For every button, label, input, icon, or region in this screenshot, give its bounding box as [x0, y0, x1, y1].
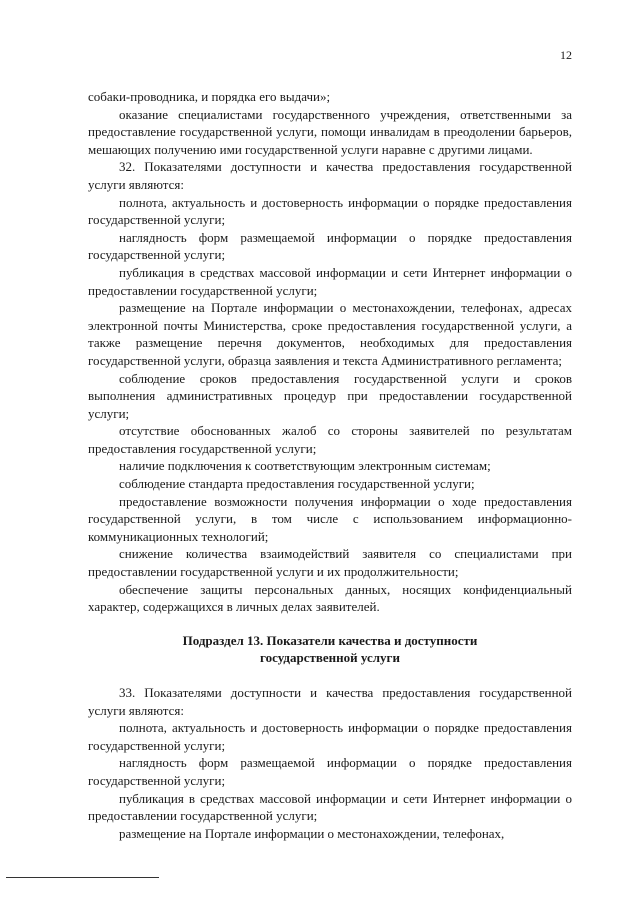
paragraph: предоставление возможности получения информации о ходе предоставления государственной услуги, в том числе с использованием информационно-коммуникационных технологий;: [88, 493, 572, 544]
paragraph: полнота, актуальность и достоверность информации о порядке предоставления государственной услуги;: [88, 194, 572, 228]
document-body: [88, 88, 572, 842]
paragraph: соблюдение сроков предоставления государственной услуги и сроков выполнения административных процедур при предоставлении государственной услуги;: [88, 370, 572, 421]
paragraph: оказание специалистами государственного учреждения, ответственными за предоставление государственной услуги, помощи инвалидам в преодолении барьеров, мешающих получению ими государственной услуги наравне с другими лицами.: [88, 106, 572, 157]
paragraph: отсутствие обоснованных жалоб со стороны заявителей по результатам предоставления государственной услуги;: [88, 423, 572, 456]
paragraph: публикация в средствах массовой информации и сети Интернет информации о предоставлении государственной услуги;: [88, 264, 572, 298]
paragraph: 32. Показателями доступности и качества предоставления государственной услуги являются:: [88, 159, 572, 192]
paragraph: снижение количества взаимодействий заявителя со специалистами при предоставлении государственной услуги и их продолжительности;: [88, 546, 572, 580]
paragraph: наглядность форм размещаемой информации о порядке предоставления государственной услуги;: [88, 755, 572, 788]
paragraph: размещение на Портале информации о местонахождении, телефонах,: [119, 825, 505, 841]
paragraph: наличие подключения к соответствующим электронным системам;: [119, 458, 491, 474]
paragraph: соблюдение стандарта предоставления государственной услуги;: [119, 476, 475, 492]
paragraph: полнота, актуальность и достоверность информации о порядке предоставления государственной услуги;: [88, 720, 572, 753]
paragraph: публикация в средствах массовой информации и сети Интернет информации о предоставлении государственной услуги;: [88, 790, 572, 824]
paragraph: собаки-проводника, и порядка его выдачи»;: [88, 89, 331, 104]
subsection-heading-line-2: государственной услуги: [260, 650, 400, 666]
footnote-rule: [6, 877, 159, 878]
paragraph: 33. Показателями доступности и качества предоставления государственной услуги являются:: [88, 685, 572, 718]
paragraph: размещение на Портале информации о местонахождении, телефонах, адресах электронной почты Министерства, сроке предоставления государственной услуги, а также размещение перечня документов, необходимых для предоставления государственной услуги, образца заявления и текста Административного регламента;: [88, 300, 572, 368]
page-number: 12: [560, 48, 572, 62]
subsection-13-paragraphs: [88, 684, 572, 842]
section-12-paragraphs: [88, 88, 572, 616]
subsection-heading-line-1: Подраздел 13. Показатели качества и доступности: [182, 632, 478, 648]
paragraph: наглядность форм размещаемой информации о порядке предоставления государственной услуги;: [88, 229, 572, 263]
paragraph: обеспечение защиты персональных данных, носящих конфиденциальный характер, содержащихся в личных делах заявителей.: [88, 581, 572, 615]
subsection-heading: [88, 632, 572, 667]
